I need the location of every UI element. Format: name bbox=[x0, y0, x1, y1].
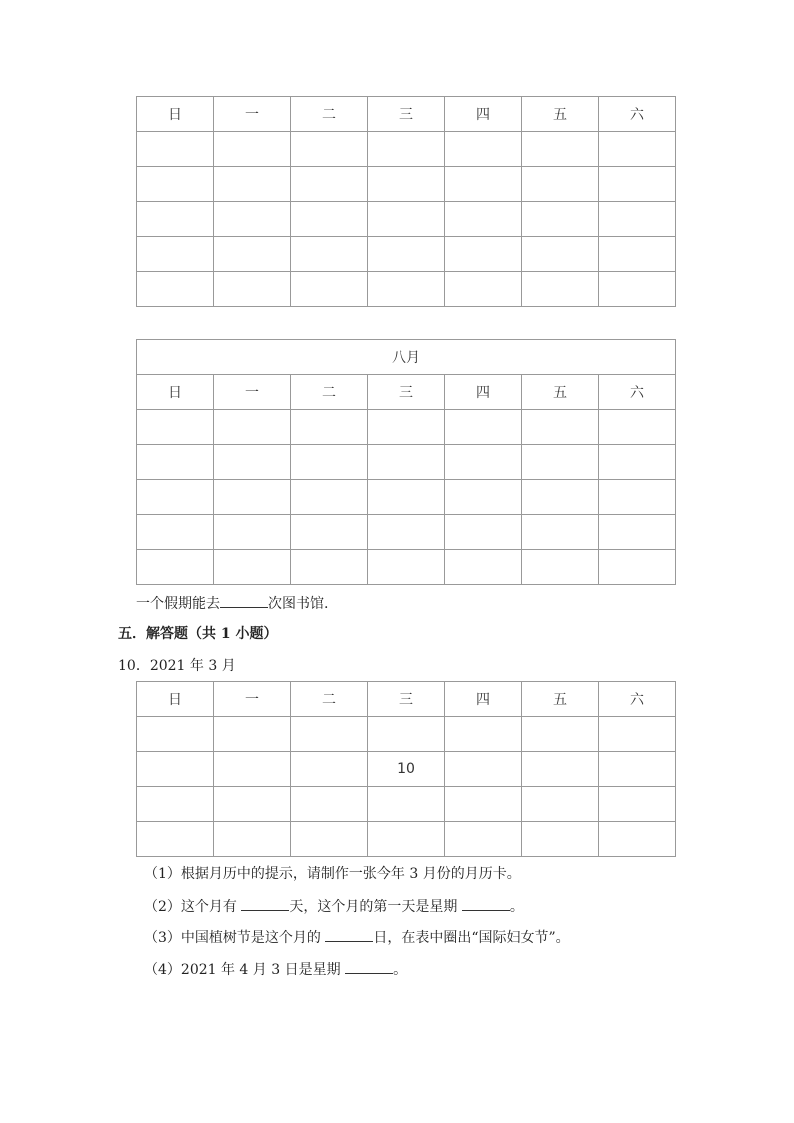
day-cell[interactable] bbox=[137, 237, 214, 272]
day-cell[interactable] bbox=[368, 445, 445, 480]
day-cell[interactable] bbox=[137, 787, 214, 822]
calendar-row bbox=[137, 272, 676, 307]
day-cell[interactable] bbox=[599, 445, 676, 480]
day-cell[interactable] bbox=[137, 822, 214, 857]
calendar-row bbox=[137, 410, 676, 445]
day-cell[interactable] bbox=[445, 515, 522, 550]
weekday-cell: 二 bbox=[291, 682, 368, 717]
weekday-header-row bbox=[137, 682, 676, 717]
weekday-cell: 四 bbox=[445, 97, 522, 132]
day-cell[interactable] bbox=[445, 717, 522, 752]
weekday-cell: 五 bbox=[522, 375, 599, 410]
calendar-row bbox=[137, 167, 676, 202]
day-cell[interactable] bbox=[137, 752, 214, 787]
day-cell[interactable] bbox=[522, 550, 599, 585]
day-cell[interactable] bbox=[368, 550, 445, 585]
day-cell[interactable] bbox=[214, 787, 291, 822]
day-cell[interactable] bbox=[291, 717, 368, 752]
day-cell[interactable] bbox=[445, 550, 522, 585]
day-cell[interactable] bbox=[599, 410, 676, 445]
day-cell[interactable] bbox=[599, 787, 676, 822]
day-cell[interactable]: 10 bbox=[368, 752, 445, 787]
day-cell[interactable] bbox=[368, 410, 445, 445]
day-cell[interactable] bbox=[522, 822, 599, 857]
weekday-cell: 六 bbox=[599, 375, 676, 410]
calendar-row bbox=[137, 550, 676, 585]
question-text: 。 bbox=[393, 962, 408, 978]
day-cell[interactable] bbox=[368, 202, 445, 237]
day-cell[interactable] bbox=[522, 480, 599, 515]
day-cell[interactable] bbox=[214, 480, 291, 515]
day-cell[interactable] bbox=[522, 515, 599, 550]
day-cell[interactable] bbox=[214, 237, 291, 272]
day-cell[interactable] bbox=[214, 822, 291, 857]
weekday-cell: 日 bbox=[137, 97, 214, 132]
calendar-row bbox=[137, 822, 676, 857]
day-cell[interactable] bbox=[214, 272, 291, 307]
day-cell[interactable] bbox=[445, 167, 522, 202]
day-cell[interactable] bbox=[522, 167, 599, 202]
calendar-row bbox=[137, 787, 676, 822]
day-cell[interactable] bbox=[599, 550, 676, 585]
question-text: 次图书馆. bbox=[268, 596, 329, 612]
calendar-table-march bbox=[136, 681, 676, 857]
day-cell[interactable] bbox=[522, 132, 599, 167]
day-cell[interactable] bbox=[214, 717, 291, 752]
day-cell[interactable] bbox=[291, 167, 368, 202]
day-cell[interactable] bbox=[599, 480, 676, 515]
weekday-cell: 三 bbox=[368, 682, 445, 717]
weekday-cell: 二 bbox=[291, 97, 368, 132]
question-10-title: 10．2021 年 3 月 bbox=[118, 658, 236, 674]
day-cell[interactable] bbox=[214, 410, 291, 445]
question-text: 天，这个月的第一天是星期 bbox=[289, 899, 462, 915]
day-cell[interactable] bbox=[445, 445, 522, 480]
day-cell[interactable] bbox=[522, 717, 599, 752]
day-cell[interactable] bbox=[137, 202, 214, 237]
day-cell[interactable] bbox=[445, 237, 522, 272]
day-cell[interactable] bbox=[368, 787, 445, 822]
day-cell[interactable] bbox=[137, 550, 214, 585]
day-cell[interactable] bbox=[214, 202, 291, 237]
day-cell[interactable] bbox=[522, 410, 599, 445]
library-question bbox=[136, 593, 328, 614]
calendar-row bbox=[137, 237, 676, 272]
answer-blank[interactable] bbox=[325, 927, 373, 942]
day-cell[interactable] bbox=[137, 410, 214, 445]
day-cell[interactable] bbox=[291, 550, 368, 585]
day-cell[interactable] bbox=[599, 132, 676, 167]
weekday-cell: 二 bbox=[291, 375, 368, 410]
day-cell[interactable] bbox=[291, 202, 368, 237]
day-cell[interactable] bbox=[368, 822, 445, 857]
calendar-row bbox=[137, 717, 676, 752]
calendar-row bbox=[137, 445, 676, 480]
weekday-cell: 四 bbox=[445, 375, 522, 410]
day-cell[interactable] bbox=[137, 167, 214, 202]
day-cell[interactable] bbox=[291, 787, 368, 822]
weekday-cell: 六 bbox=[599, 97, 676, 132]
calendar-row bbox=[137, 752, 676, 787]
day-cell[interactable] bbox=[214, 445, 291, 480]
day-cell[interactable] bbox=[214, 515, 291, 550]
day-cell[interactable] bbox=[291, 445, 368, 480]
day-cell[interactable] bbox=[599, 752, 676, 787]
day-cell[interactable] bbox=[137, 515, 214, 550]
day-cell[interactable] bbox=[445, 410, 522, 445]
weekday-header-row bbox=[137, 375, 676, 410]
sub-question-1 bbox=[144, 864, 521, 884]
calendar-row bbox=[137, 132, 676, 167]
day-cell[interactable] bbox=[445, 822, 522, 857]
day-cell[interactable] bbox=[522, 787, 599, 822]
day-cell[interactable] bbox=[368, 515, 445, 550]
section-heading: 五．解答题（共 1 小题） bbox=[118, 626, 278, 642]
weekday-cell: 一 bbox=[214, 682, 291, 717]
question-text: 。 bbox=[509, 899, 524, 915]
day-cell[interactable] bbox=[368, 167, 445, 202]
calendar-row bbox=[137, 515, 676, 550]
weekday-cell: 一 bbox=[214, 97, 291, 132]
sub-question-2 bbox=[144, 896, 524, 917]
day-cell[interactable] bbox=[368, 480, 445, 515]
question-text: 日，在表中圈出“国际妇女节”。 bbox=[373, 930, 570, 946]
day-cell[interactable] bbox=[445, 787, 522, 822]
weekday-cell: 三 bbox=[368, 375, 445, 410]
question-text: （4）2021 年 4 月 3 日是星期 bbox=[144, 962, 346, 978]
day-cell[interactable] bbox=[445, 132, 522, 167]
day-cell[interactable] bbox=[214, 550, 291, 585]
sub-question-3 bbox=[144, 927, 570, 948]
day-cell[interactable] bbox=[368, 717, 445, 752]
day-cell[interactable] bbox=[291, 237, 368, 272]
weekday-cell: 三 bbox=[368, 97, 445, 132]
answer-blank[interactable] bbox=[220, 593, 268, 608]
day-cell[interactable] bbox=[599, 822, 676, 857]
day-cell[interactable] bbox=[137, 717, 214, 752]
question-text: （2）这个月有 bbox=[144, 899, 242, 915]
day-cell[interactable] bbox=[445, 272, 522, 307]
day-cell[interactable] bbox=[291, 515, 368, 550]
weekday-cell: 五 bbox=[522, 97, 599, 132]
weekday-cell: 四 bbox=[445, 682, 522, 717]
day-cell[interactable] bbox=[368, 132, 445, 167]
question-text: 一个假期能去 bbox=[136, 596, 220, 612]
day-cell[interactable] bbox=[522, 202, 599, 237]
day-cell[interactable] bbox=[522, 445, 599, 480]
calendar-row bbox=[137, 480, 676, 515]
day-cell[interactable] bbox=[599, 237, 676, 272]
day-cell[interactable] bbox=[368, 237, 445, 272]
weekday-cell: 日 bbox=[137, 682, 214, 717]
month-title-row bbox=[137, 340, 676, 375]
calendar-row bbox=[137, 202, 676, 237]
day-cell[interactable] bbox=[522, 272, 599, 307]
day-cell[interactable] bbox=[522, 237, 599, 272]
day-cell[interactable] bbox=[368, 272, 445, 307]
day-cell[interactable] bbox=[291, 752, 368, 787]
weekday-cell: 一 bbox=[214, 375, 291, 410]
answer-blank[interactable] bbox=[345, 959, 393, 974]
day-cell[interactable] bbox=[214, 132, 291, 167]
calendar-table-august bbox=[136, 339, 676, 585]
weekday-cell: 六 bbox=[599, 682, 676, 717]
question-text: （3）中国植树节是这个月的 bbox=[144, 930, 326, 946]
day-cell[interactable] bbox=[291, 480, 368, 515]
day-cell[interactable] bbox=[599, 167, 676, 202]
day-cell[interactable] bbox=[599, 202, 676, 237]
month-title: 八月 bbox=[137, 340, 676, 375]
day-cell[interactable] bbox=[291, 132, 368, 167]
sub-question-4 bbox=[144, 959, 407, 980]
day-cell[interactable] bbox=[214, 752, 291, 787]
day-cell[interactable] bbox=[137, 132, 214, 167]
day-cell[interactable] bbox=[445, 752, 522, 787]
question-text: （1）根据月历中的提示，请制作一张今年 3 月份的月历卡。 bbox=[144, 866, 521, 882]
answer-blank[interactable] bbox=[462, 896, 510, 911]
day-cell[interactable] bbox=[445, 480, 522, 515]
day-cell[interactable] bbox=[291, 410, 368, 445]
day-cell[interactable] bbox=[599, 717, 676, 752]
day-cell[interactable] bbox=[445, 202, 522, 237]
answer-blank[interactable] bbox=[241, 896, 289, 911]
weekday-cell: 五 bbox=[522, 682, 599, 717]
day-cell[interactable] bbox=[291, 822, 368, 857]
calendar-table-1 bbox=[136, 96, 676, 307]
day-cell[interactable] bbox=[137, 445, 214, 480]
day-cell[interactable] bbox=[599, 272, 676, 307]
day-cell[interactable] bbox=[291, 272, 368, 307]
day-cell[interactable] bbox=[137, 480, 214, 515]
day-cell[interactable] bbox=[137, 272, 214, 307]
weekday-cell: 日 bbox=[137, 375, 214, 410]
day-cell[interactable] bbox=[214, 167, 291, 202]
day-cell[interactable] bbox=[522, 752, 599, 787]
day-cell[interactable] bbox=[599, 515, 676, 550]
weekday-header-row bbox=[137, 97, 676, 132]
